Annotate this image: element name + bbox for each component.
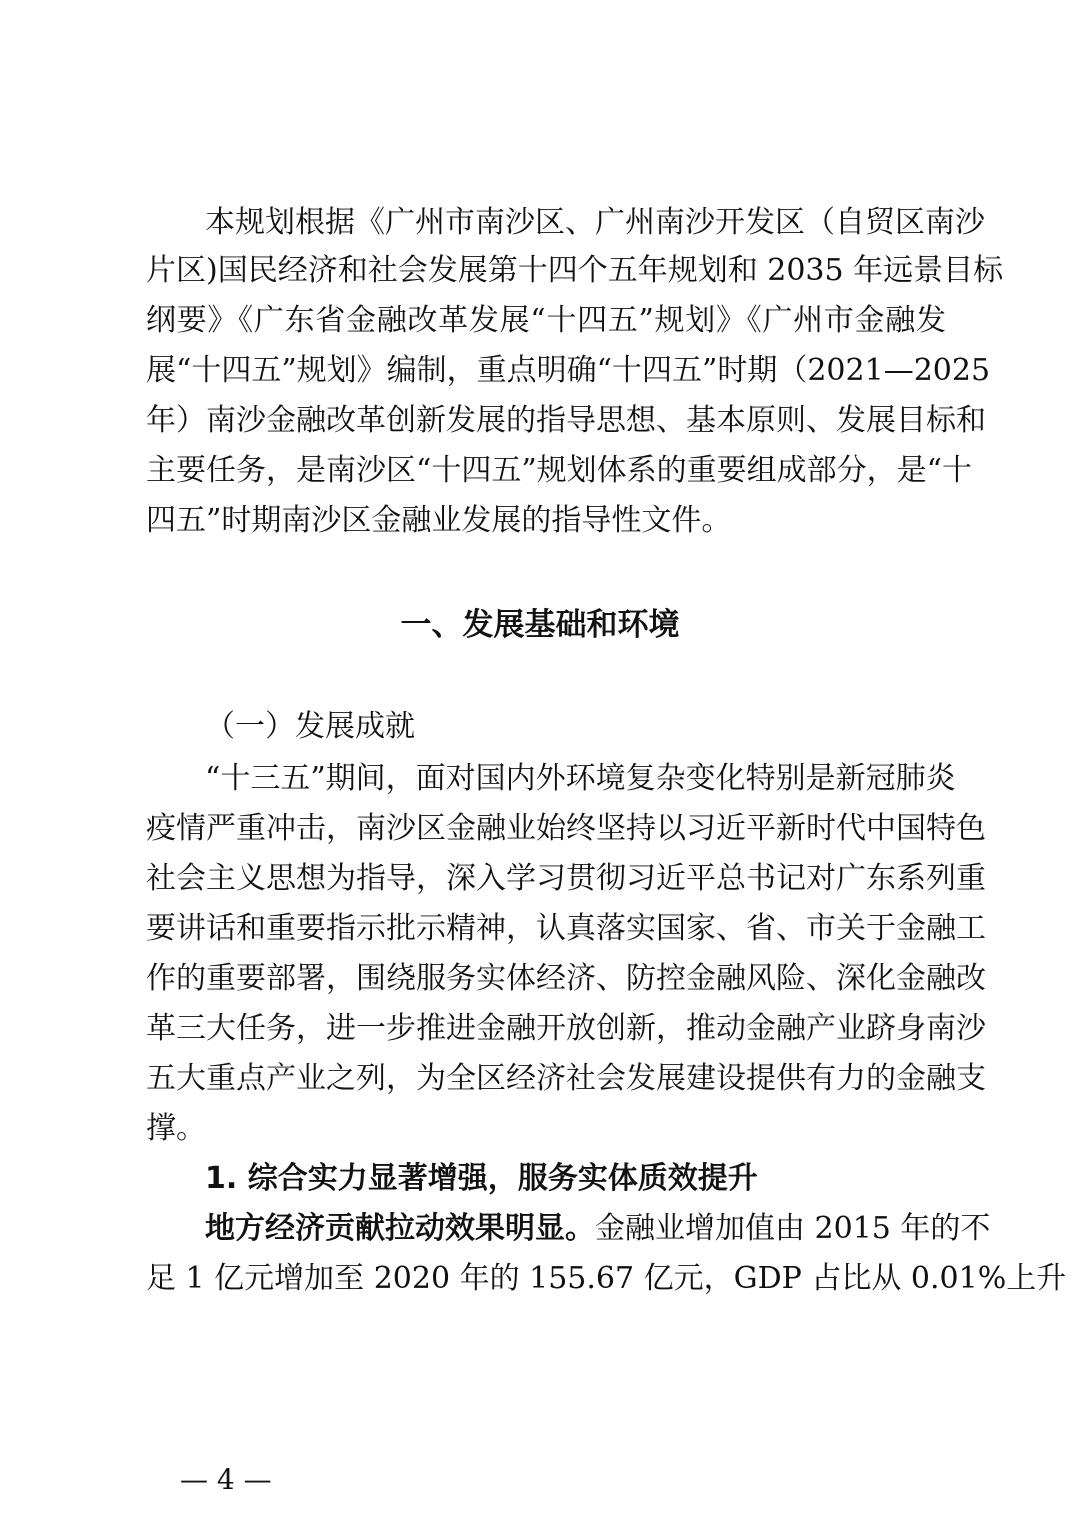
intro-line-7: 四五”时期南沙区金融业发展的指导性文件。 (146, 503, 732, 538)
achievement-line-7: 五大重点产业之列，为全区经济社会发展建设提供有力的金融支 (146, 1061, 986, 1096)
intro-line-2: 片区)国民经济和社会发展第十四个五年规划和 2035 年远景目标 (146, 253, 1004, 288)
achievement-line-8: 撑。 (146, 1111, 206, 1146)
achievement-line-1: “十三五”期间，面对国内外环境复杂变化特别是新冠肺炎 (205, 761, 956, 796)
intro-line-4: 展“十四五”规划》编制，重点明确“十四五”时期（2021—2025 (146, 353, 991, 388)
achievement-line-3: 社会主义思想为指导，深入学习贯彻习近平总书记对广东系列重 (146, 861, 986, 896)
point-1-lead-bold: 地方经济贡献拉动效果明显。 (205, 1211, 595, 1246)
achievement-line-6: 革三大任务，进一步推进金融开放创新，推动金融产业跻身南沙 (146, 1011, 986, 1046)
intro-line-3: 纲要》《广东省金融改革发展“十四五”规划》《广州市金融发 (146, 303, 946, 338)
page-number: — 4 — (180, 1463, 272, 1496)
achievement-line-5: 作的重要部署，围绕服务实体经济、防控金融风险、深化金融改 (146, 961, 986, 996)
achievement-line-2: 疫情严重冲击，南沙区金融业始终坚持以习近平新时代中国特色 (146, 811, 986, 846)
intro-line-6: 主要任务，是南沙区“十四五”规划体系的重要组成部分，是“十 (146, 453, 973, 488)
achievement-line-4: 要讲话和重要指示批示精神，认真落实国家、省、市关于金融工 (146, 911, 986, 946)
intro-line-5: 年）南沙金融改革创新发展的指导思想、基本原则、发展目标和 (146, 403, 986, 438)
point-1-title: 1. 综合实力显著增强，服务实体质效提升 (205, 1161, 758, 1196)
section-heading: 一、发展基础和环境 (400, 607, 680, 643)
point-1-line-1 (205, 1204, 991, 1254)
subsection-title: （一）发展成就 (205, 709, 415, 744)
point-1-lead-rest: 金融业增加值由 2015 年的不 (595, 1211, 991, 1246)
intro-line-1: 本规划根据《广州市南沙区、广州南沙开发区（自贸区南沙 (205, 205, 985, 240)
point-1-line-2: 足 1 亿元增加至 2020 年的 155.67 亿元，GDP 占比从 0.01%上升 (146, 1261, 1067, 1296)
